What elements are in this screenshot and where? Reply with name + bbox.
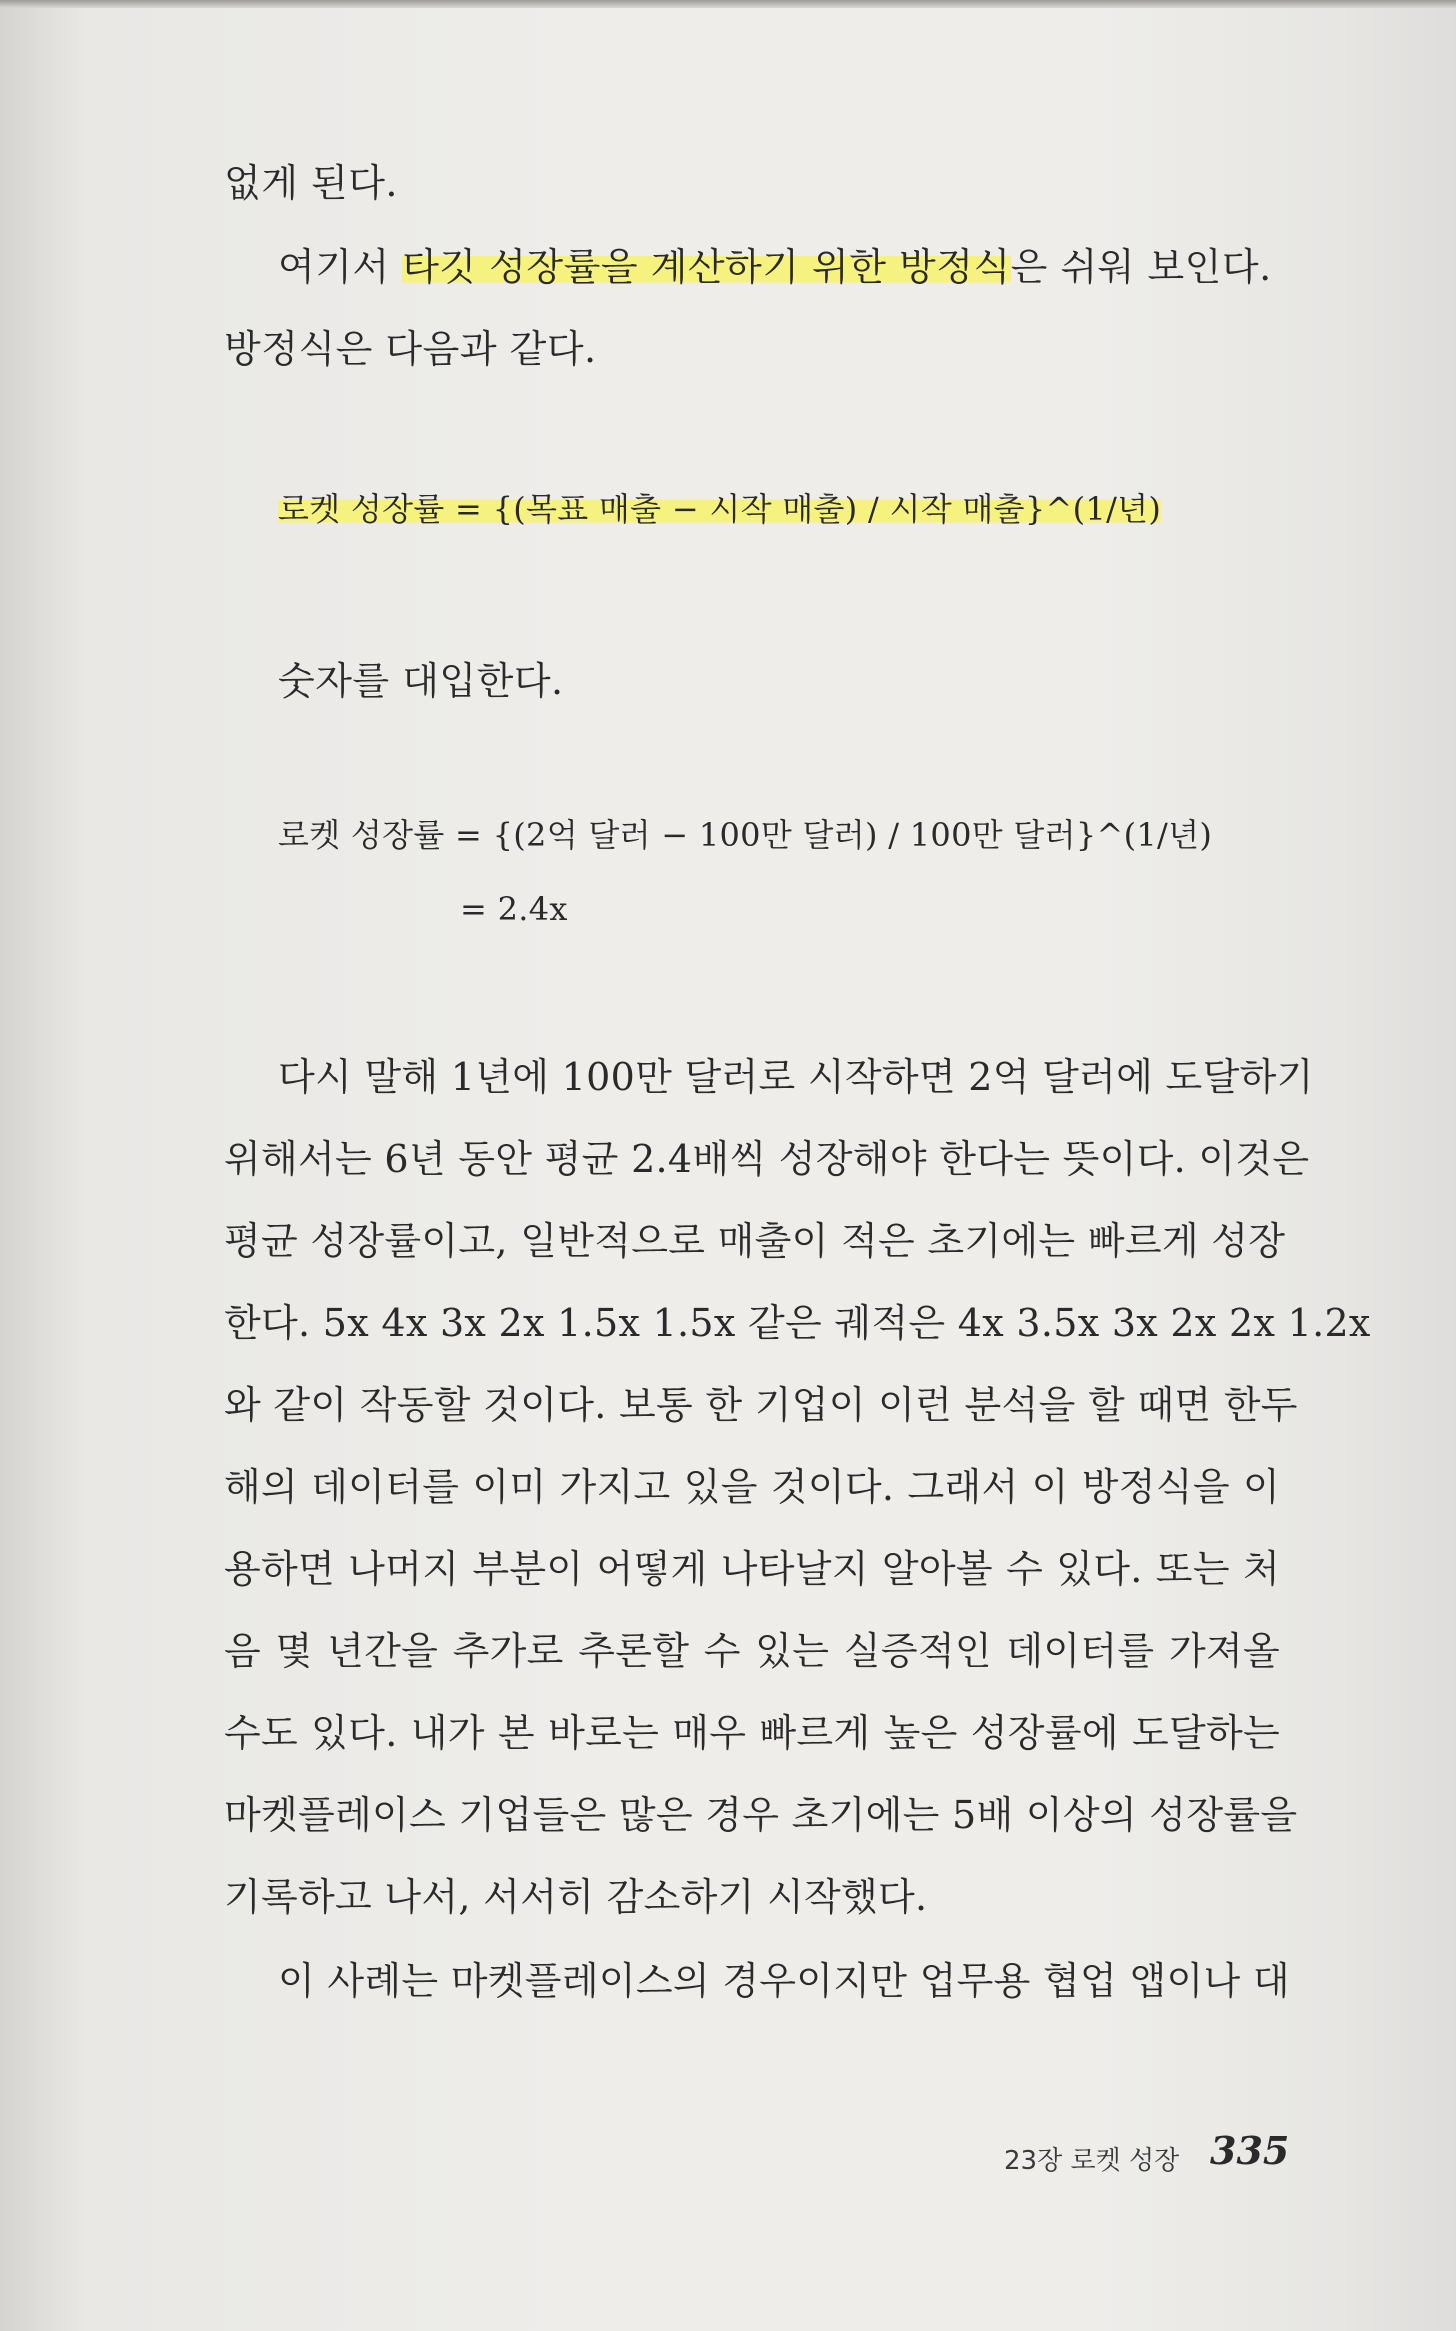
formula-result: = 2.4x <box>460 890 568 928</box>
paragraph-line-next: 이 사례는 마켓플레이스의 경우이지만 업무용 협업 앱이나 대 <box>278 1959 1290 2003</box>
page-top-edge <box>0 0 1456 8</box>
formula-substituted: 로켓 성장률 = {(2억 달러 − 100만 달러) / 100만 달러}^(1/년) <box>278 816 1213 854</box>
paragraph-line: 수도 있다. 내가 본 바로는 매우 빠르게 높은 성장률에 도달하는 <box>224 1711 1280 1755</box>
highlighted-text: 타깃 성장률을 계산하기 위한 방정식 <box>402 245 1011 289</box>
text-line-2-post: 은 쉬워 보인다. <box>1010 245 1272 289</box>
formula-rocket-growth <box>278 484 1161 530</box>
text-line-2 <box>278 236 1272 291</box>
text-line-3: 방정식은 다음과 같다. <box>224 327 597 371</box>
text-line-2-pre: 여기서 <box>278 245 403 289</box>
text-line-4: 숫자를 대입한다. <box>278 659 564 703</box>
paragraph-line: 위해서는 6년 동안 평균 2.4배씩 성장해야 한다는 뜻이다. 이것은 <box>224 1137 1310 1181</box>
text-line-1: 없게 된다. <box>224 161 398 205</box>
page-number: 335 <box>1210 2128 1290 2173</box>
paragraph-line: 기록하고 나서, 서서히 감소하기 시작했다. <box>224 1875 928 1919</box>
paragraph-line: 음 몇 년간을 추가로 추론할 수 있는 실증적인 데이터를 가져올 <box>224 1629 1280 1673</box>
paragraph-line: 다시 말해 1년에 100만 달러로 시작하면 2억 달러에 도달하기 <box>278 1055 1314 1099</box>
paragraph-line: 해의 데이터를 이미 가지고 있을 것이다. 그래서 이 방정식을 이 <box>224 1465 1280 1509</box>
paragraph-line: 와 같이 작동할 것이다. 보통 한 기업이 이런 분석을 할 때면 한두 <box>224 1383 1298 1427</box>
paragraph-line: 한다. 5x 4x 3x 2x 1.5x 1.5x 같은 궤적은 4x 3.5x 3x 2x 2x 1.2x <box>224 1301 1371 1345</box>
highlighted-formula: 로켓 성장률 = {(목표 매출 − 시작 매출) / 시작 매출}^(1/년) <box>278 490 1162 528</box>
paragraph-line: 마켓플레이스 기업들은 많은 경우 초기에는 5배 이상의 성장률을 <box>224 1793 1298 1837</box>
running-footer-chapter: 23장 로켓 성장 <box>1004 2146 1180 2176</box>
paragraph-line: 평균 성장률이고, 일반적으로 매출이 적은 초기에는 빠르게 성장 <box>224 1219 1286 1263</box>
paragraph-line: 용하면 나머지 부분이 어떻게 나타날지 알아볼 수 있다. 또는 처 <box>224 1547 1280 1591</box>
